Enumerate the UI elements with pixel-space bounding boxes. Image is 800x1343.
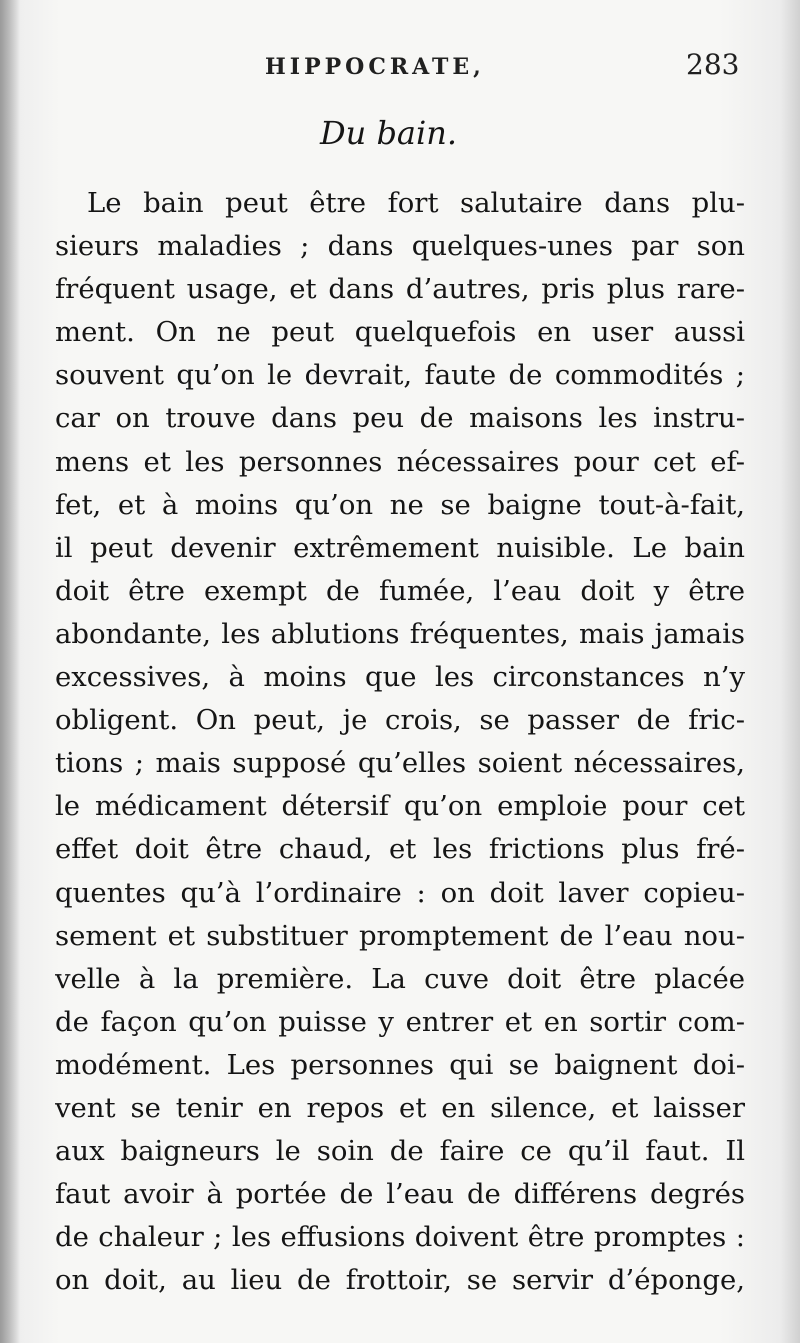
text-line: quentes qu’à l’ordinaire : on doit laver copieu- bbox=[55, 876, 745, 909]
text-line: mens et les personnes nécessaires pour cet ef- bbox=[55, 445, 745, 478]
binding-shadow bbox=[0, 0, 20, 1343]
text-line: de chaleur ; les effusions doivent être promptes : bbox=[55, 1221, 745, 1254]
text-line: ment. On ne peut quelquefois en user aussi bbox=[55, 316, 745, 349]
text-line: velle à la première. La cuve doit être placée bbox=[55, 962, 745, 995]
text-line: fréquent usage, et dans d’autres, pris plus rare- bbox=[55, 273, 745, 306]
page-number: 283 bbox=[686, 48, 740, 81]
text-line: de façon qu’on puisse y entrer et en sortir com- bbox=[55, 1005, 745, 1038]
text-line: fet, et à moins qu’on ne se baigne tout-à-fait, bbox=[55, 488, 745, 521]
text-line: excessives, à moins que les circonstances n’y bbox=[55, 661, 745, 694]
text-line: vent se tenir en repos et en silence, et laisser bbox=[55, 1091, 745, 1124]
text-line: abondante, les ablutions fréquentes, mais jamais bbox=[55, 617, 745, 650]
text-line: sement et substituer promptement de l’eau nou- bbox=[55, 919, 745, 952]
text-line: car on trouve dans peu de maisons les instru- bbox=[55, 402, 745, 435]
text-line: doit être exempt de fumée, l’eau doit y être bbox=[55, 574, 745, 607]
text-line: souvent qu’on le devrait, faute de commodités ; bbox=[55, 359, 745, 392]
text-line: faut avoir à portée de l’eau de différens degrés bbox=[55, 1178, 745, 1211]
text-line: il peut devenir extrêmement nuisible. Le bain bbox=[55, 531, 745, 564]
body-text bbox=[55, 182, 745, 1302]
text-line: sieurs maladies ; dans quelques-unes par son bbox=[55, 230, 745, 263]
section-title: Du bain. bbox=[320, 114, 458, 152]
text-line: modément. Les personnes qui se baignent doi- bbox=[55, 1048, 745, 1081]
running-head: HIPPOCRATE, bbox=[265, 54, 485, 80]
text-line: effet doit être chaud, et les frictions plus fré- bbox=[55, 833, 745, 866]
text-line: obligent. On peut, je crois, se passer de fric- bbox=[55, 704, 745, 737]
text-line: le médicament détersif qu’on emploie pour cet bbox=[55, 790, 745, 823]
text-line: Le bain peut être fort salutaire dans plu- bbox=[87, 187, 745, 219]
text-line: on doit, au lieu de frottoir, se servir d’éponge, bbox=[55, 1264, 745, 1297]
text-line: aux baigneurs le soin de faire ce qu’il faut. Il bbox=[55, 1135, 745, 1168]
text-line: tions ; mais supposé qu’elles soient nécessaires, bbox=[55, 747, 745, 780]
